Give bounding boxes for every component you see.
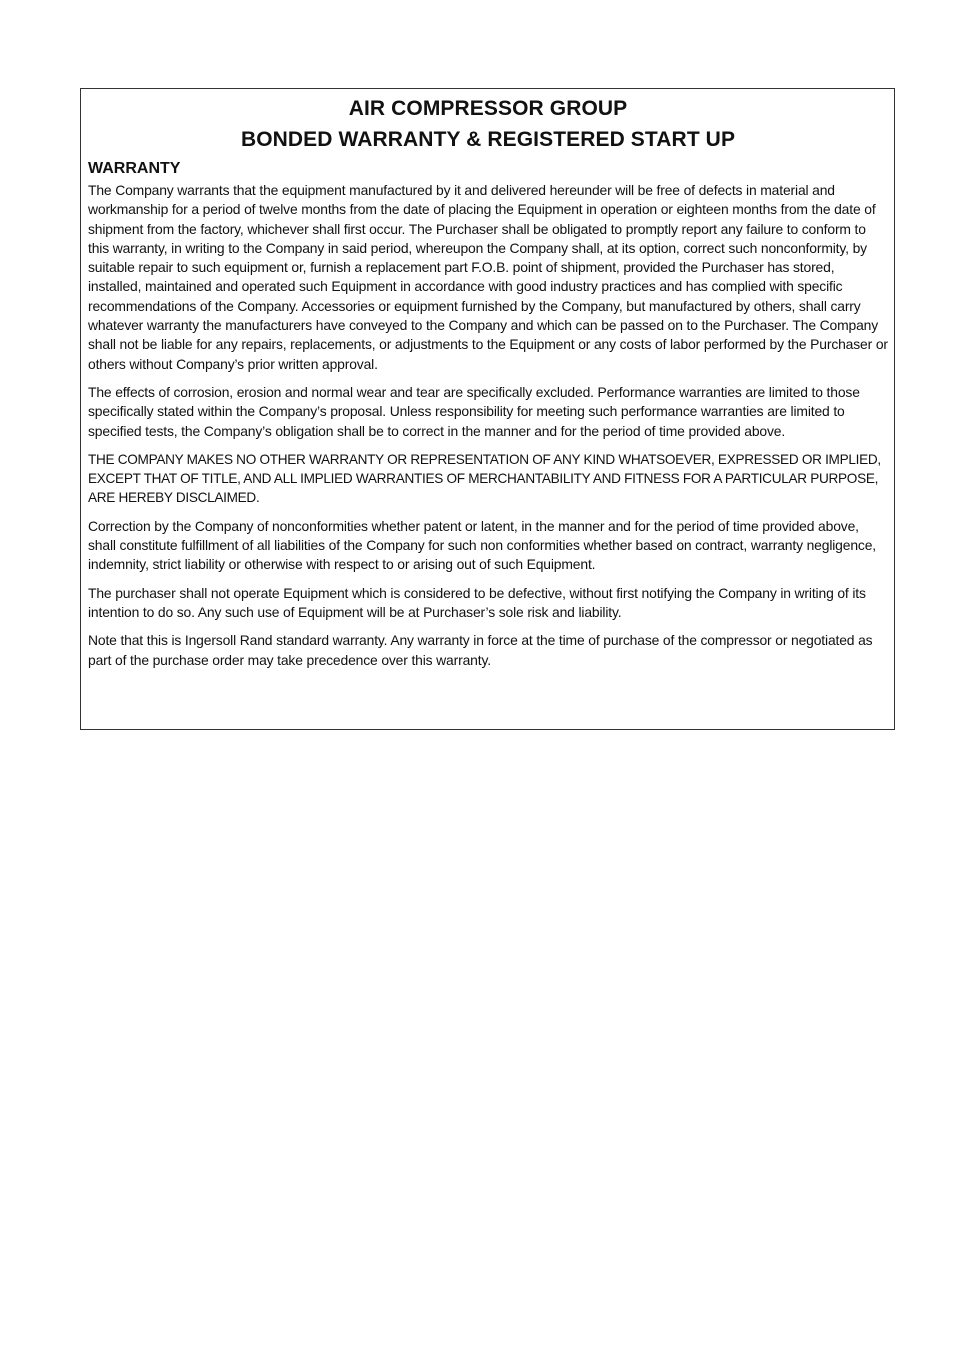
paragraph-correction: Correction by the Company of nonconformities whether patent or latent, in the manner and for the period of time provided above, shall constitute fulfillment of all liabilities of the Company for such non conformities whether based on contract, warranty negligence, indemnity, strict liability or otherwise with respect to or arising out of such Equipment. (88, 517, 876, 573)
document-title-line-1: AIR COMPRESSOR GROUP (348, 97, 628, 120)
paragraph-warranty-terms: The Company warrants that the equipment manufactured by it and delivered hereunder will be free of defects in material and workmanship for a period of twelve months from the date of placing the Equipment in operation or eighteen months from the date of shipment from the factory, whichever shall first occur. The Purchaser shall be obligated to promptly report any failure to conform to this warranty, in writing to the Company in said period, whereupon the Company shall, at its option, correct such nonconformity, by suitable repair to such equipment or, furnish a replacement part F.O.B. point of shipment, provided the Purchaser has stored, installed, maintained and operated such Equipment in accordance with good industry practices and has complied with specific recommendations of the Company. Accessories or equipment furnished by the Company, but manufactured by others, shall carry whatever warranty the manufacturers have conveyed to the Company and which can be passed on to the Purchaser. The Company shall not be liable for any repairs, replacements, or adjustments to the Equipment or any costs of labor performed by the Purchaser or others without Company’s prior written approval. (88, 182, 888, 372)
paragraph-defective-operation: The purchaser shall not operate Equipment which is considered to be defective, without first notifying the Company in writing of its intention to do so. Any such use of Equipment will be at Purchaser’s sole risk and liability. (88, 584, 866, 620)
section-heading-warranty: WARRANTY (88, 160, 181, 177)
warranty-box (80, 88, 895, 730)
paragraph-disclaimer: THE COMPANY MAKES NO OTHER WARRANTY OR REPRESENTATION OF ANY KIND WHATSOEVER, EXPRESSED OR IMPLIED, EXCEPT THAT OF TITLE, AND ALL IMPLIED WARRANTIES OF MERCHANTABILITY AND FITNESS FOR A PARTICULAR PURPOSE, ARE HEREBY DISCLAIMED. (88, 451, 881, 506)
document-title-line-2: BONDED WARRANTY & REGISTERED START UP (240, 128, 736, 151)
paragraph-exclusions: The effects of corrosion, erosion and normal wear and tear are specifically excluded. Performance warranties are limited to those specifically stated within the Company’s proposal. Unless responsibility for meeting such performance warranties are limited to specified tests, the Company’s obligation shall be to correct in the manner and for the period of time provided above. (88, 383, 860, 439)
paragraph-standard-warranty-note: Note that this is Ingersoll Rand standard warranty. Any warranty in force at the time of purchase of the compressor or negotiated as part of the purchase order may take precedence over this warranty. (88, 632, 873, 668)
